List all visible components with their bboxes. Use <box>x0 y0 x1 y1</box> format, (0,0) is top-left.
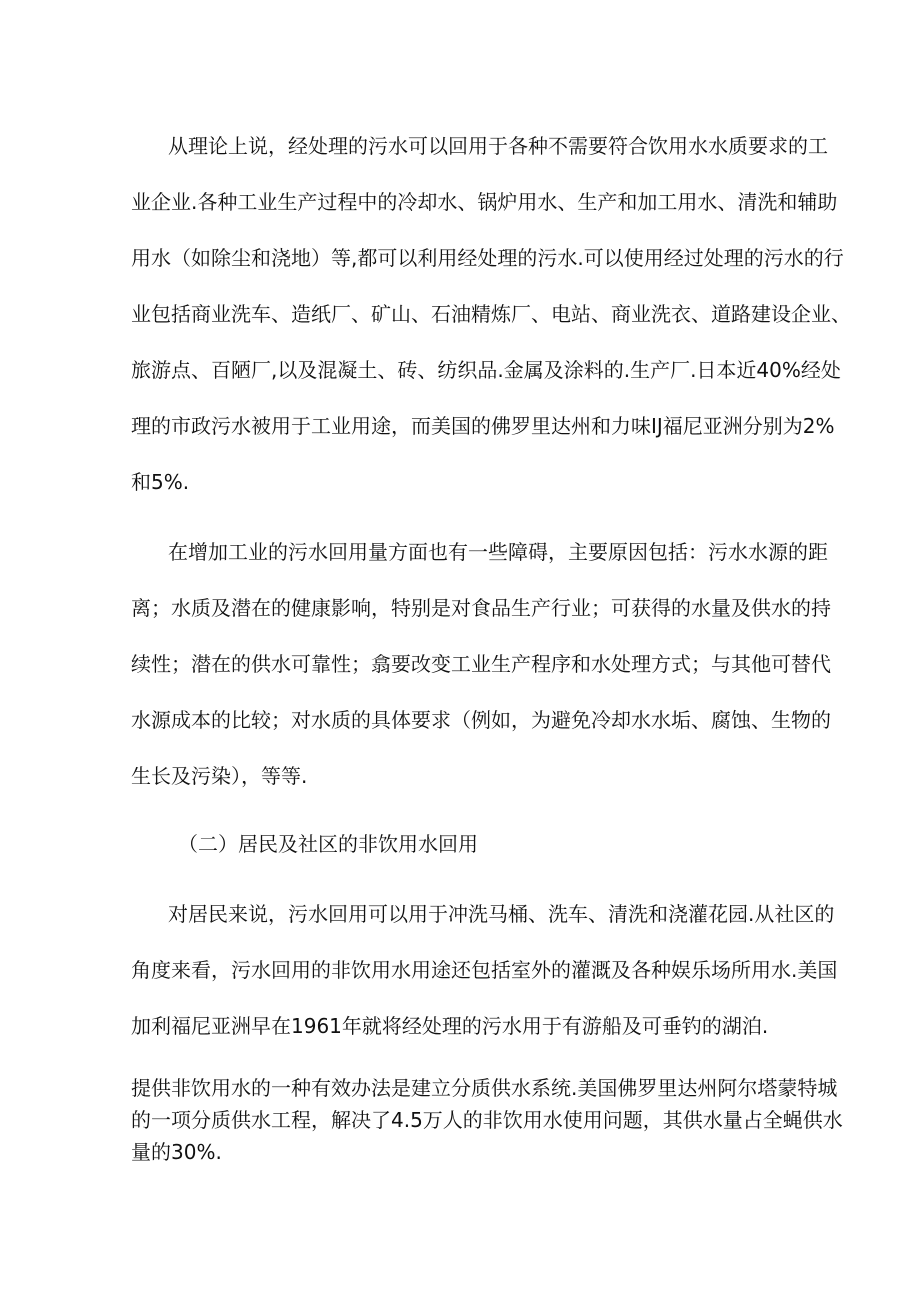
paragraph-line: 理的市政污水被用于工业用途，而美国的佛罗里达州和力味IJ福尼亚洲分别为2% <box>131 414 835 438</box>
paragraph-line: 旅游点、百陋厂,以及混凝土、砖、纺织品.金属及涂料的.生产厂.日本近40%经处 <box>131 358 841 382</box>
paragraph-line: 业企业.各种工业生产过程中的冷却水、锅炉用水、生产和加工用水、清洗和辅助 <box>131 190 838 214</box>
paragraph-line: 提供非饮用水的一种有效办法是建立分质供水系统.美国佛罗里达州阿尔塔蒙特城 <box>131 1076 838 1100</box>
paragraph-line: 和5%. <box>131 470 190 494</box>
paragraph-line: 对居民来说，污水回用可以用于冲洗马桶、洗车、清洗和浇灌花园.从社区的 <box>168 902 835 926</box>
paragraph-line: 离；水质及潜在的健康影响，特别是对食品生产行业；可获得的水量及供水的持 <box>131 596 831 620</box>
paragraph-line: 用水（如除尘和浇地）等,都可以利用经处理的污水.可以使用经过处理的污水的行 <box>131 246 844 270</box>
paragraph-line: 加利福尼亚洲早在1961年就将经处理的污水用于有游船及可垂钓的湖泊. <box>131 1014 769 1038</box>
paragraph-line: 业包括商业洗车、造纸厂、矿山、石油精炼厂、电站、商业洗衣、道路建设企业、 <box>131 302 851 326</box>
paragraph-line: 生长及污染），等等. <box>131 764 308 788</box>
paragraph-line: 从理论上说，经处理的污水可以回用于各种不需要符合饮用水水质要求的工 <box>168 134 828 158</box>
section-heading: （二）居民及社区的非饮用水回用 <box>178 832 478 856</box>
paragraph-line: 的一项分质供水工程，解决了4.5万人的非饮用水使用问题，其供水量占全蝇供水 <box>131 1108 843 1132</box>
paragraph-line: 量的30%. <box>131 1140 222 1164</box>
paragraph-line: 续性；潜在的供水可靠性；翕要改变工业生产程序和水处理方式；与其他可替代 <box>131 652 831 676</box>
paragraph-line: 水源成本的比较；对水质的具体要求（例如，为避免冷却水水垢、腐蚀、生物的 <box>131 708 831 732</box>
paragraph-line: 在增加工业的污水回用量方面也有一些障碍，主要原因包括：污水水源的距 <box>168 540 828 564</box>
paragraph-line: 角度来看，污水回用的非饮用水用途还包括室外的灌溉及各种娱乐场所用水.美国 <box>131 958 838 982</box>
